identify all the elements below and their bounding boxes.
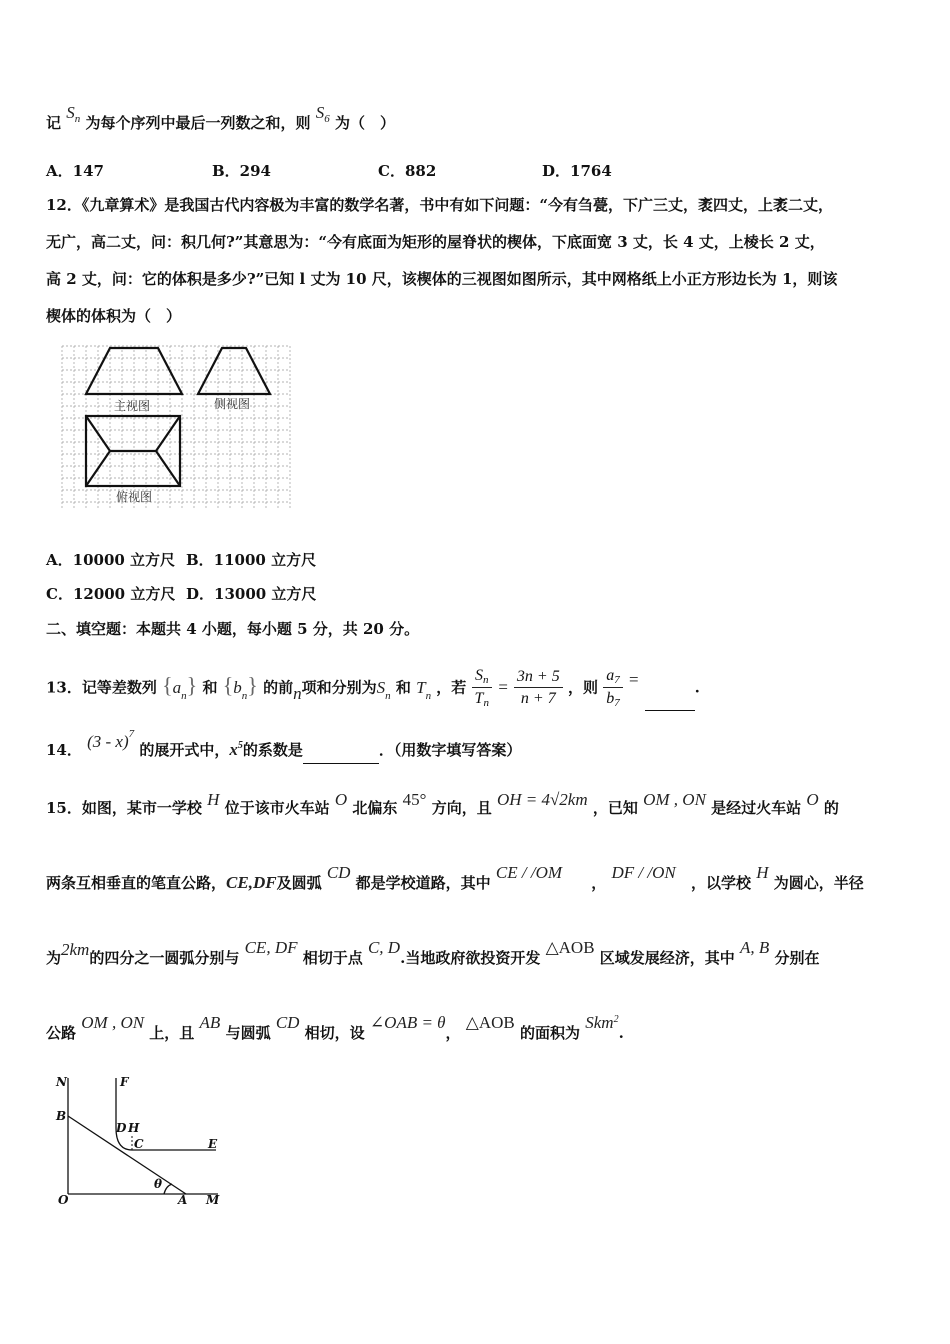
q12-line2: 无广，高二丈，问：积几何?”其意思为：“今有底面为矩形的屋脊状的楔体，下底面宽 3 丈，长 4 丈，上棱长 2 丈， xyxy=(46,233,825,251)
q15-t2: 位于该市火车站 xyxy=(224,799,330,817)
q15-deg: 45° xyxy=(402,790,427,809)
q15-l4-t6: 的面积为 xyxy=(520,1024,581,1042)
q13-text-3: 的前 xyxy=(263,678,294,697)
q12-line3: 高 2 丈，问：它的体积是多少?”已知 l 丈为 10 尺，该楔体的三视图如图所示，其中网格纸上小正方形边长为 1，则该 xyxy=(46,270,838,288)
q15-line2 xyxy=(46,863,864,894)
q15-t4: 方向，且 xyxy=(431,799,492,817)
q13-answer-blank[interactable] xyxy=(645,710,695,711)
q13-text-2: 和 xyxy=(202,678,218,697)
q13-Tn: $T_n$ xyxy=(416,677,432,702)
q15-line3 xyxy=(46,938,820,969)
q15-AB: A, B xyxy=(740,938,770,957)
label-D: D xyxy=(116,1121,127,1135)
q15-t3: 北偏东 xyxy=(352,799,398,817)
q15-O: O xyxy=(334,790,348,809)
q13-text-1: 13．记等差数列 xyxy=(46,678,157,697)
q15-l3-t4: .当地政府欲投资开发 xyxy=(400,949,541,967)
q13-frac-ST: $\frac{Sn}{Tn}$ xyxy=(472,666,492,711)
q15-CD3: CD xyxy=(275,1013,300,1032)
grid xyxy=(62,346,290,508)
q15-O2: O xyxy=(806,790,819,809)
q11-options xyxy=(46,160,612,182)
front-view-label: 主视图 xyxy=(113,399,151,413)
q14-expr: (3 - x)$^7$ xyxy=(87,728,135,751)
q11-option-b[interactable]: B．294 xyxy=(212,162,271,180)
q15-l3-t5: 区域发展经济，其中 xyxy=(599,949,735,967)
q15-l4-end: . xyxy=(618,1024,624,1042)
label-C: C xyxy=(134,1137,144,1151)
q11-end: 为（ ） xyxy=(334,114,395,132)
q15-OH: OH = 4√2km xyxy=(496,790,588,809)
q11-option-c[interactable]: C．882 xyxy=(378,162,437,180)
q13-equals: = xyxy=(497,677,509,697)
q14-x5: $x^5$ xyxy=(229,740,243,759)
label-H: H xyxy=(128,1121,140,1135)
angle-theta-arc xyxy=(164,1184,172,1194)
q11-option-a[interactable]: A．147 xyxy=(46,162,104,180)
q11-s6: $S_6$ xyxy=(315,103,330,125)
q12-line4: 楔体的体积为（ ） xyxy=(46,307,182,325)
q14-answer-blank[interactable] xyxy=(303,763,379,764)
q14-text-3: ．（用数字填写答案） xyxy=(378,741,522,759)
q11-sn: $S_n$ xyxy=(66,103,81,125)
label-F: F xyxy=(120,1075,129,1089)
q15-CE-DF: CE, DF xyxy=(244,938,298,957)
road-figure xyxy=(50,1070,230,1210)
q15-line4 xyxy=(46,1013,624,1047)
q15-t1: 15．如图，某市一学校 xyxy=(46,799,202,817)
q12-line1: 12．《九章算术》是我国古代内容极为丰富的数学名著，书中有如下问题：“今有刍甍，下广三丈，袤四丈，上袤二丈， xyxy=(46,196,834,214)
q15-l3-t1: 为 xyxy=(46,949,62,967)
q13-text-4: 项和分别为 xyxy=(301,678,377,697)
q15-CD2: C, D xyxy=(367,938,401,957)
q15-CEDF: CE,DF xyxy=(226,873,277,892)
q15-l2-t4: ，以学校 xyxy=(690,874,751,892)
q11-prefix: 记 xyxy=(46,114,62,132)
side-view-label: 侧视图 xyxy=(213,397,251,411)
q15-l3-t2: 的四分之一圆弧分别与 xyxy=(89,949,240,967)
q15-t7: 的 xyxy=(823,799,839,817)
top-view-label: 俯视图 xyxy=(115,490,153,504)
label-theta: θ xyxy=(154,1177,163,1191)
q15-l2-t2: 及圆弧 xyxy=(276,874,322,892)
q13-end: . xyxy=(694,678,700,697)
q15-l4-t5: ， xyxy=(445,1024,461,1042)
q15-S: Skm$^2$ xyxy=(585,1013,619,1032)
q11-mid: 为每个序列中最后一列数之和，则 xyxy=(85,114,311,132)
q14-text-1: 的展开式中， xyxy=(139,741,230,759)
q15-OMON: OM , ON xyxy=(643,790,706,809)
top-view-right-edges xyxy=(156,416,180,486)
q15-DF-ON: DF / /ON xyxy=(611,863,676,882)
q15-line1 xyxy=(46,790,839,819)
q15-l4-t4: 相切，设 xyxy=(304,1024,365,1042)
q14-number: 14． xyxy=(46,741,82,759)
road-AB xyxy=(68,1116,186,1194)
q15-l3-t3: 相切于点 xyxy=(302,949,363,967)
q15-r: 2km xyxy=(61,940,90,959)
label-O: O xyxy=(58,1193,69,1207)
q13-an: $a_n$ xyxy=(172,677,187,702)
q12-option-c[interactable]: C．12000 立方尺 xyxy=(46,585,176,603)
q15-H: H xyxy=(207,790,220,809)
q11-option-d[interactable]: D．1764 xyxy=(542,162,612,180)
q13-Sn: $S_n$ xyxy=(376,677,391,702)
q14-text-2: 的系数是 xyxy=(242,741,303,759)
three-view-figure xyxy=(60,344,295,512)
q13-frac-ab: $\frac{a7}{b7}$ xyxy=(603,666,623,711)
q12-options-row2 xyxy=(46,583,316,605)
q13-text-5: 和 xyxy=(395,678,411,697)
q12-option-d[interactable]: D．13000 立方尺 xyxy=(186,585,317,603)
label-N: N xyxy=(56,1075,67,1089)
section-heading: 二、填空题：本题共 4 小题，每小题 5 分，共 20 分。 xyxy=(46,620,420,638)
q15-OMON2: OM , ON xyxy=(81,1013,145,1032)
q13-equals-2: = xyxy=(627,669,640,689)
q13-text-6: ，若 xyxy=(436,678,467,697)
q13-bn: $b_n$ xyxy=(233,677,248,702)
q15-l4-t3: 与圆弧 xyxy=(225,1024,271,1042)
q15-l2-t1: 两条互相垂直的笔直公路， xyxy=(46,874,227,892)
label-M: M xyxy=(206,1193,220,1207)
q15-l2-t3: 都是学校道路，其中 xyxy=(355,874,491,892)
q15-CD: CD xyxy=(326,863,351,882)
q13-n: n xyxy=(293,683,302,703)
q14-stem xyxy=(46,728,522,764)
label-A: A xyxy=(178,1193,188,1207)
q12-option-b[interactable]: B．11000 立方尺 xyxy=(186,551,317,569)
q15-l2-t5: 为圆心，半径 xyxy=(773,874,864,892)
label-B: B xyxy=(56,1109,67,1123)
q15-H2: H xyxy=(756,863,769,882)
q13-frac-ratio: $\frac{3n + 5}{n + 7}$ xyxy=(514,667,563,710)
q12-option-a[interactable]: A．10000 立方尺 xyxy=(46,551,176,569)
q15-AOB2: △AOB xyxy=(465,1013,515,1032)
q13-text-7: ，则 xyxy=(567,678,598,697)
q15-angle: ∠OAB = θ xyxy=(369,1013,446,1032)
q15-t6: 是经过火车站 xyxy=(711,799,802,817)
q15-l4-t1: 公路 xyxy=(46,1024,77,1042)
q15-AB2: AB xyxy=(199,1013,221,1032)
q15-t5: ，已知 xyxy=(592,799,638,817)
q13-stem: 13．记等差数列 $\{a_n\}$ 和 $\{b_n\}$ 的前n项和分别为$S_n$ 和 $T_n$ ，若 $\frac{Sn}{Tn}$ = $\frac{3n + 5}{n + 7}$ ，则 $\frac{a7}{b7}$ = . xyxy=(46,667,700,709)
q15-comma: ， xyxy=(591,874,607,892)
q15-CE-OM: CE / /OM xyxy=(495,863,563,882)
label-E: E xyxy=(208,1137,218,1151)
side-view-triangle xyxy=(198,348,270,394)
q15-AOB: △AOB xyxy=(545,938,595,957)
q12-options-row1 xyxy=(46,549,316,571)
q11-stem xyxy=(46,103,395,136)
q15-l4-t2: 上，且 xyxy=(149,1024,195,1042)
q15-l3-t6: 分别在 xyxy=(774,949,820,967)
